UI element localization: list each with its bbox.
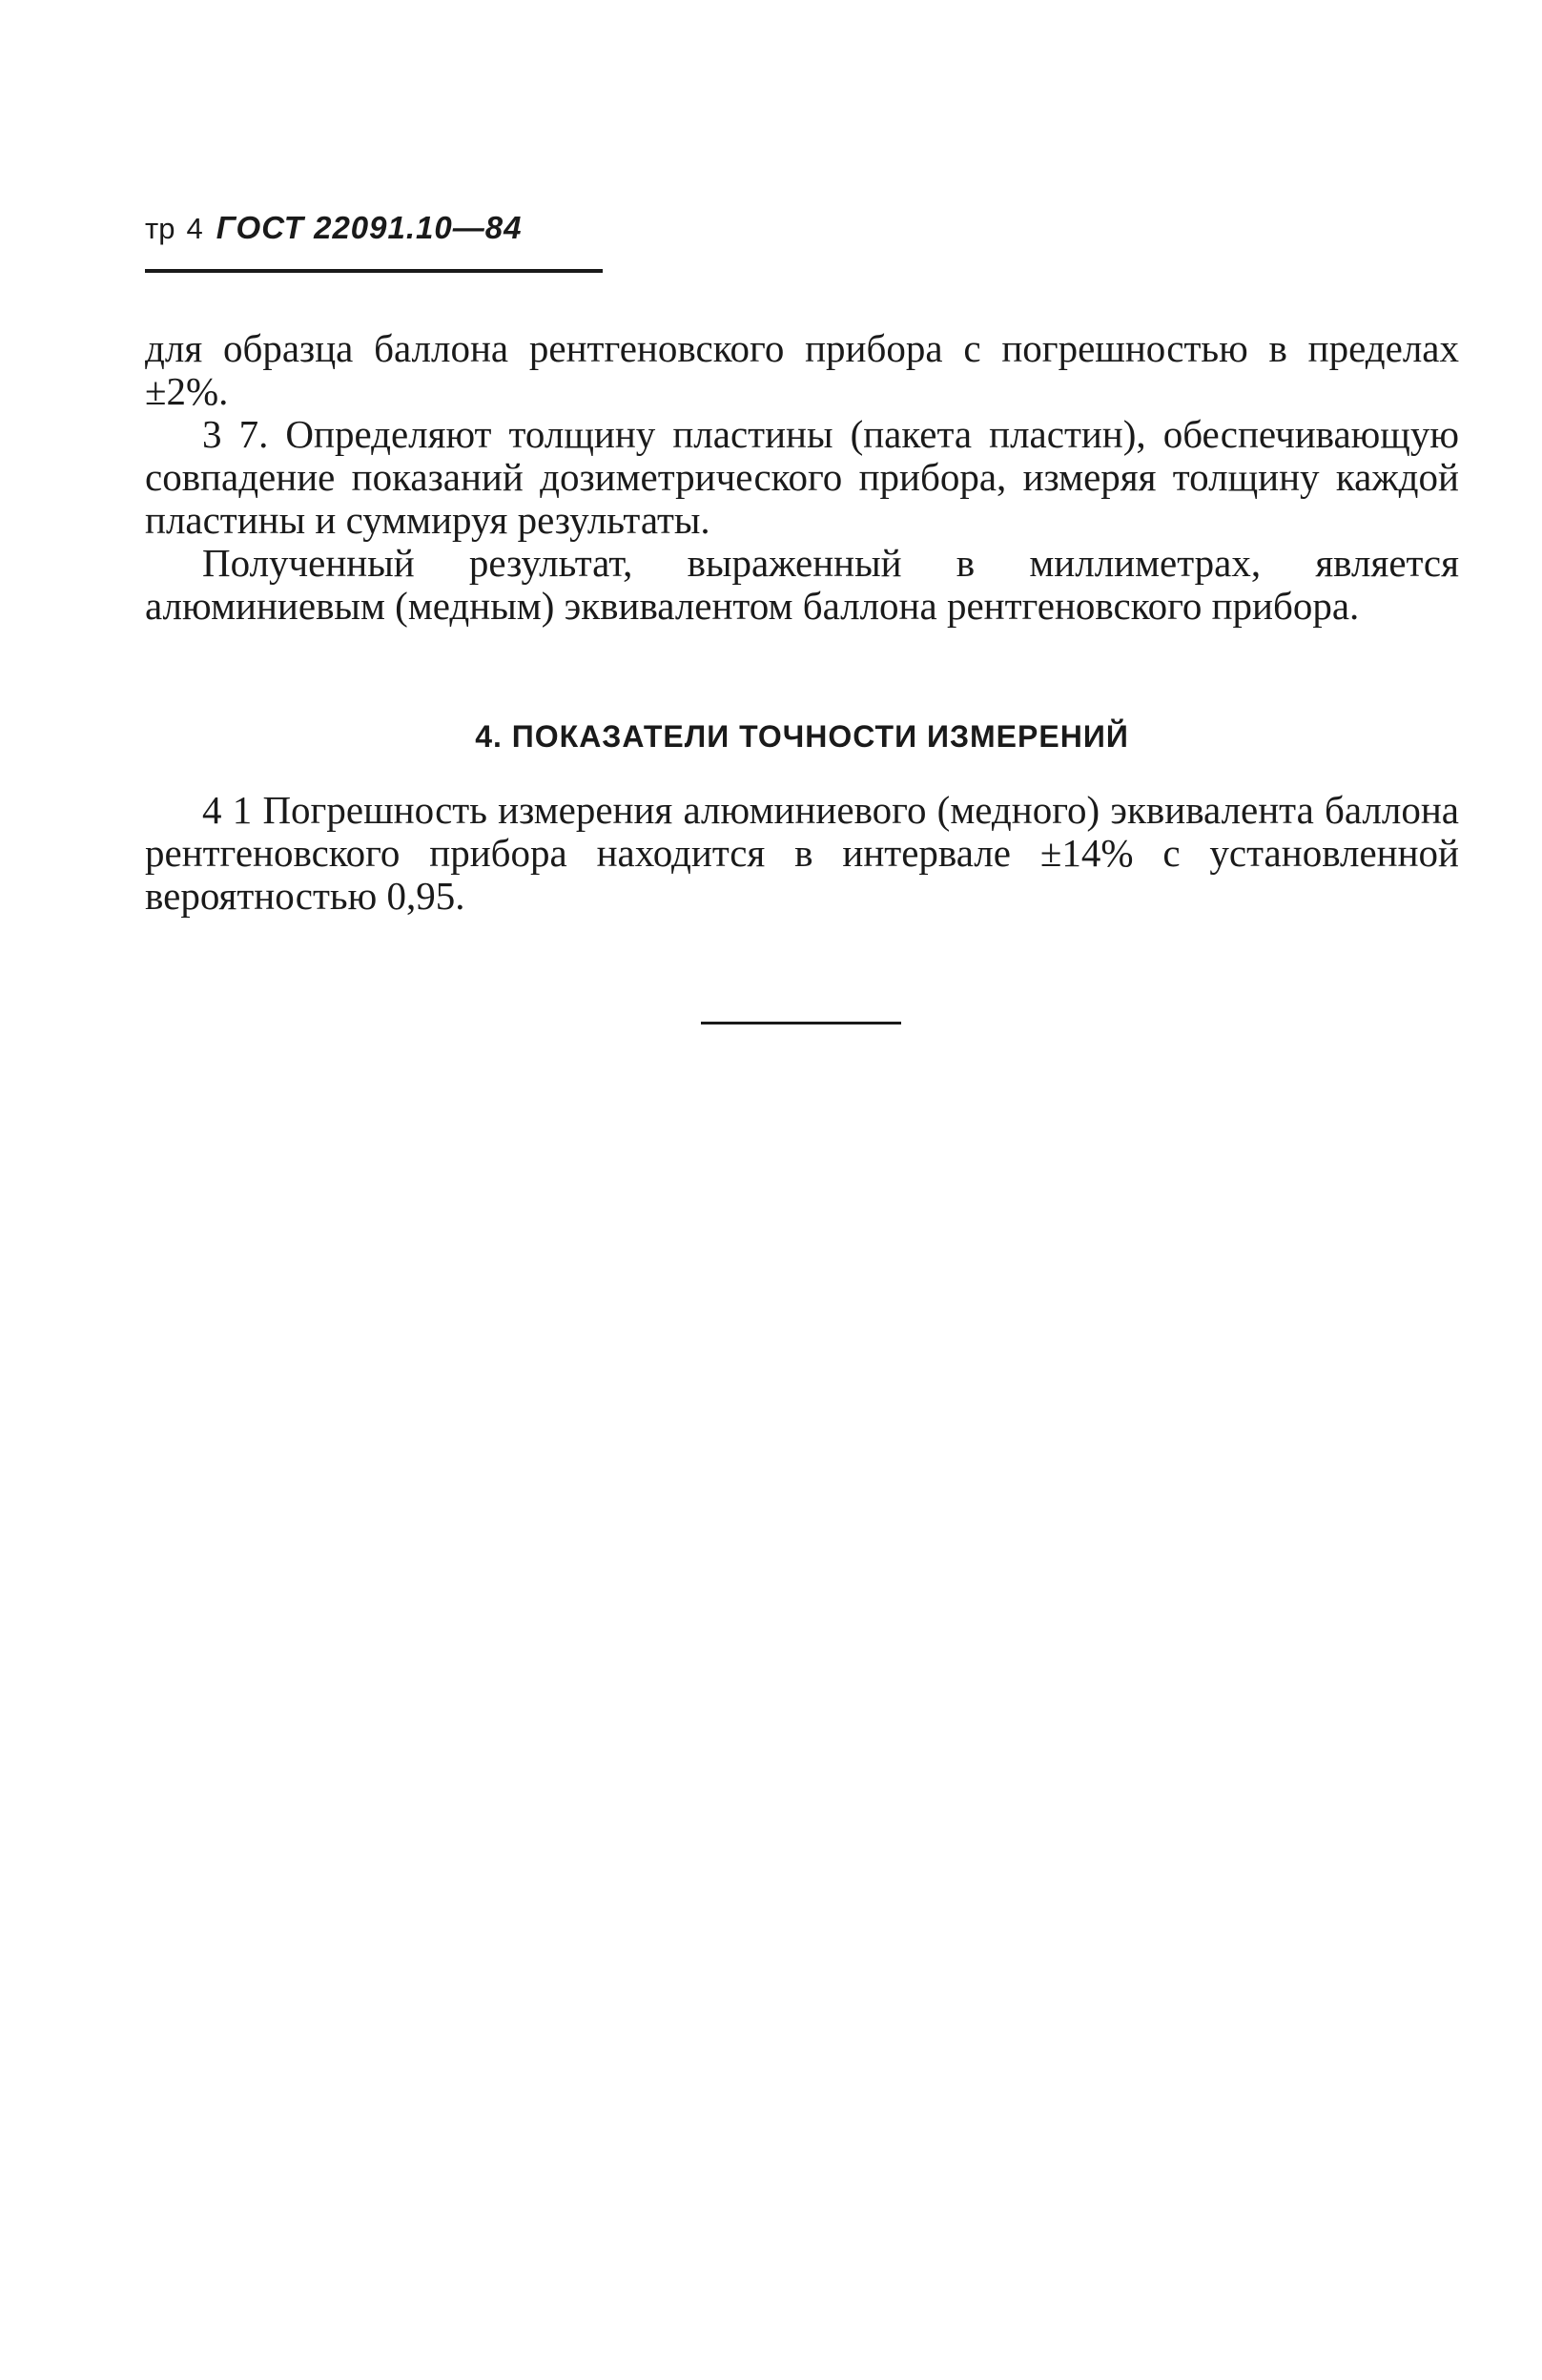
section-heading: 4. ПОКАЗАТЕЛИ ТОЧНОСТИ ИЗМЕРЕНИЙ <box>475 719 1129 754</box>
page-header <box>145 210 603 246</box>
end-divider <box>701 1022 901 1024</box>
page-number: 4 <box>186 212 203 245</box>
document-code: ГОСТ 22091.10—84 <box>216 210 523 245</box>
paragraph-continuation: для образца баллона рентгеновского прибора с погрешностью в пределах ±2%. <box>145 326 1459 413</box>
paragraph-4-1: 4 1 Погрешность измерения алюминиевого (медного) эквивалента баллона рентгеновского прибора находится в интервале ±14% с установленной вероятностью 0,95. <box>145 788 1459 918</box>
paragraph-3-7: 3 7. Определяют толщину пластины (пакета пластин), обеспечивающую совпадение показаний дозиметрического прибора, измеряя толщину каждой пластины и суммируя результаты. <box>145 412 1459 542</box>
page-label: тр <box>145 212 175 245</box>
paragraph-result: Полученный результат, выраженный в миллиметрах, является алюминиевым (медным) эквивалентом баллона рентгеновского прибора. <box>145 541 1459 628</box>
header-divider <box>145 269 603 273</box>
